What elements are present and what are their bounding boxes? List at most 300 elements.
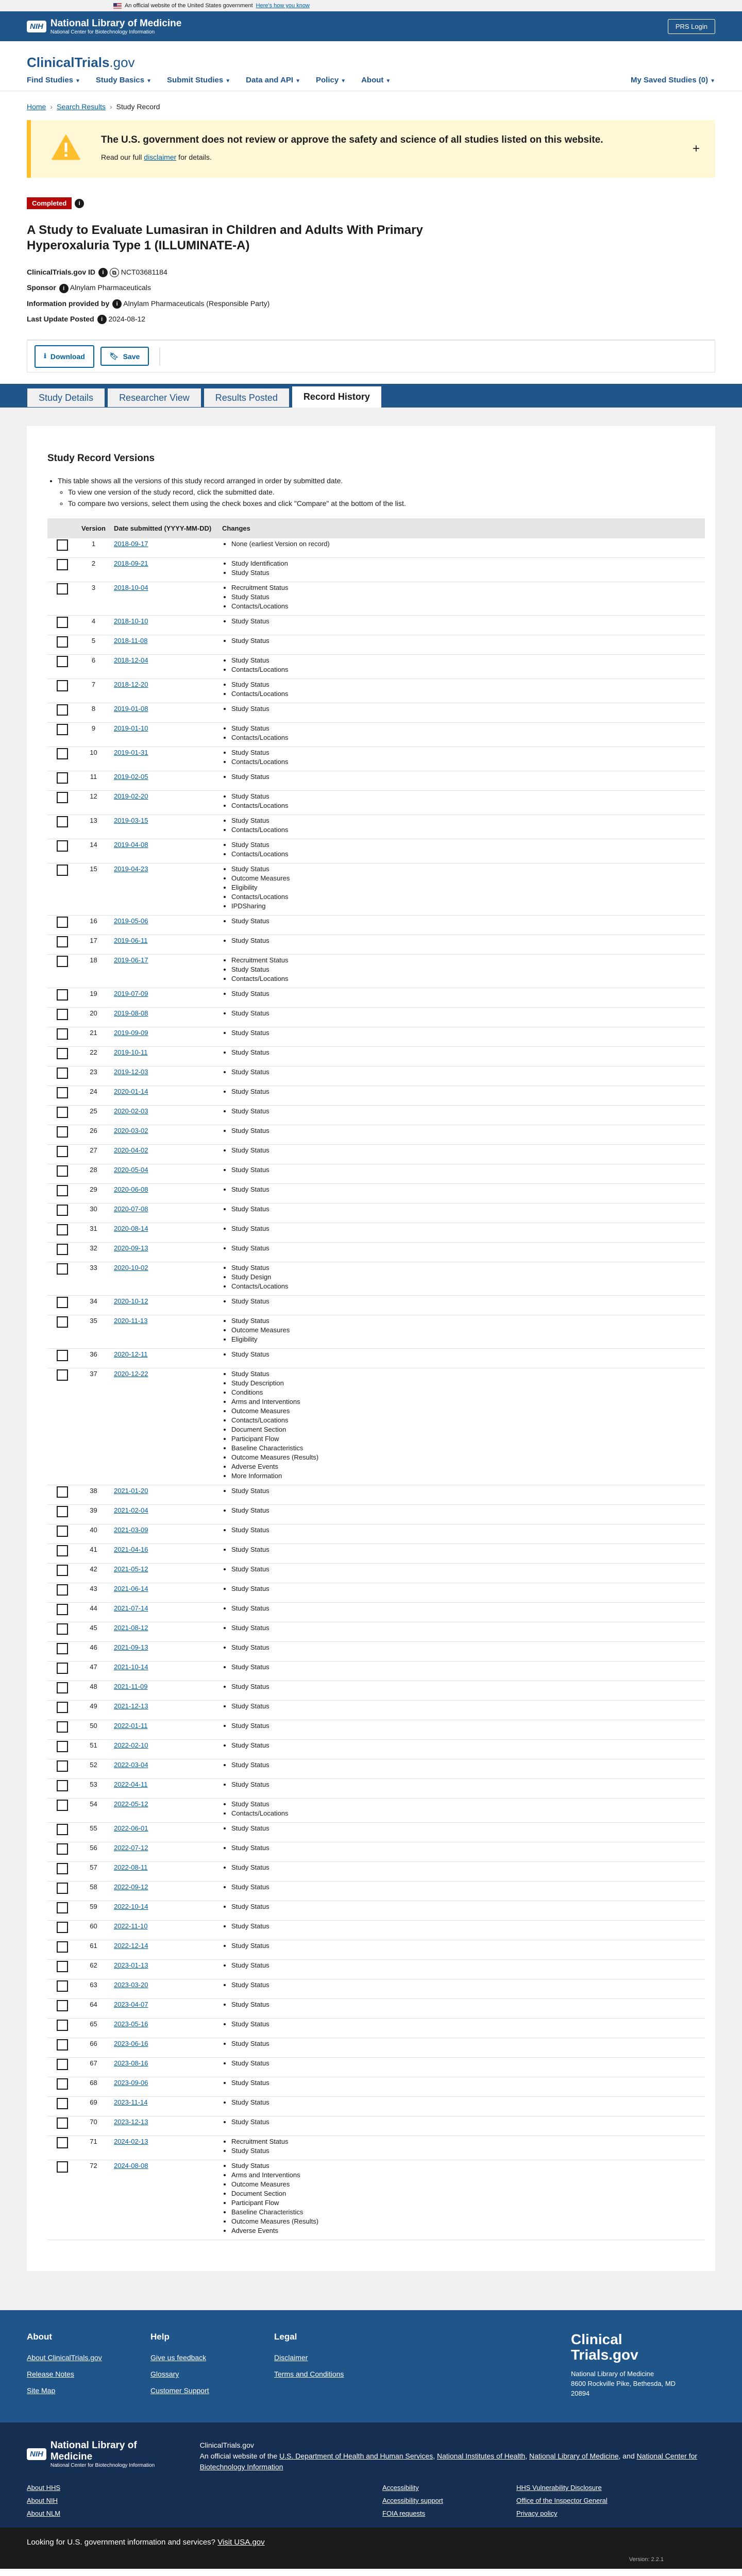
version-date-link[interactable]: 2020-05-04: [113, 1166, 148, 1174]
version-number: 61: [90, 1942, 97, 1950]
changes-list: [231, 1682, 701, 1691]
version-checkbox[interactable]: [57, 1506, 68, 1517]
version-checkbox[interactable]: [57, 1526, 68, 1537]
version-checkbox[interactable]: [57, 1009, 68, 1020]
change-item: • Study Status: [231, 840, 701, 850]
change-item: • Contacts/Locations: [231, 757, 701, 767]
change-item: • Study Status: [231, 724, 701, 733]
changes-list: [231, 1205, 701, 1214]
version-checkbox[interactable]: [57, 1107, 68, 1118]
version-date-link[interactable]: 2023-09-06: [113, 2079, 148, 2087]
changes-list: [231, 2098, 701, 2107]
my-saved-studies-link[interactable]: [631, 76, 715, 84]
change-item: • Study Status: [231, 989, 701, 998]
change-item: • Study Status: [231, 1297, 701, 1306]
version-number: 23: [90, 1068, 97, 1076]
change-item: • Study Status: [231, 1028, 701, 1038]
version-date-link[interactable]: 2018-10-10: [113, 617, 148, 625]
footer-link[interactable]: Disclaimer: [274, 2353, 308, 2362]
nav-item-study-basics[interactable]: Study Basics ▼: [95, 76, 152, 84]
table-row: [47, 1008, 705, 1027]
footer-link[interactable]: Terms and Conditions: [274, 2370, 344, 2379]
version-checkbox[interactable]: [57, 583, 68, 595]
version-checkbox[interactable]: [57, 1682, 68, 1693]
version-date-link[interactable]: 2022-09-12: [113, 1883, 148, 1891]
table-row: [47, 1047, 705, 1066]
change-item: • Study Status: [231, 2098, 701, 2107]
version-checkbox[interactable]: [57, 748, 68, 759]
change-item: • Study Description: [231, 1379, 701, 1388]
changes-list: [231, 1185, 701, 1194]
changes-list: [231, 1126, 701, 1136]
footer-help-title: Help: [150, 2332, 170, 2342]
version-date-link[interactable]: 2021-05-12: [113, 1565, 148, 1573]
version-date-link[interactable]: 2021-07-14: [113, 1604, 148, 1613]
footer-nih-logo[interactable]: NIH National Library of Medicine National Center for Biotechnology Information: [27, 2440, 164, 2468]
version-date-link[interactable]: 2020-12-22: [113, 1370, 148, 1378]
version-date-link[interactable]: 2022-03-04: [113, 1761, 148, 1769]
version-number: 33: [90, 1264, 97, 1272]
version-checkbox[interactable]: [57, 840, 68, 852]
version-checkbox[interactable]: [57, 1165, 68, 1177]
version-checkbox[interactable]: [57, 1922, 68, 1933]
version-date-link[interactable]: 2022-04-11: [113, 1781, 148, 1789]
version-number: 58: [90, 1883, 97, 1891]
footer-link[interactable]: Customer Support: [150, 2386, 209, 2395]
version-number: 40: [90, 1526, 97, 1534]
version-checkbox[interactable]: [57, 617, 68, 628]
change-item: • Conditions: [231, 1388, 701, 1397]
version-checkbox[interactable]: [57, 1126, 68, 1138]
last-update-row: Last Update Posted i 2024-08-12: [27, 315, 715, 324]
change-item: • Recruitment Status: [231, 583, 701, 592]
version-date-link[interactable]: 2023-08-16: [113, 2059, 148, 2067]
table-row: [47, 1544, 705, 1564]
version-checkbox[interactable]: [57, 1902, 68, 1913]
version-date-link[interactable]: 2019-08-08: [113, 1009, 148, 1018]
version-date-link[interactable]: 2018-12-04: [113, 656, 148, 665]
version-checkbox[interactable]: [57, 2137, 68, 2148]
version-date-link[interactable]: 2024-08-08: [113, 2162, 148, 2170]
version-date-link[interactable]: 2021-10-14: [113, 1663, 148, 1671]
prs-login-button[interactable]: PRS Login: [668, 19, 715, 34]
version-date-link[interactable]: 2022-06-01: [113, 1824, 148, 1833]
change-item: • Study Status: [231, 816, 701, 825]
version-checkbox[interactable]: [57, 1961, 68, 1972]
version-checkbox[interactable]: [57, 1028, 68, 1040]
change-item: • Study Status: [231, 1526, 701, 1535]
changes-list: [231, 1902, 701, 1911]
change-item: • Study Status: [231, 2078, 701, 2088]
changes-list: [231, 1350, 701, 1359]
version-checkbox[interactable]: [57, 1350, 68, 1361]
version-number: 49: [90, 1702, 97, 1710]
version-checkbox[interactable]: [57, 1146, 68, 1157]
version-date-link[interactable]: 2019-06-11: [113, 937, 148, 945]
version-checkbox[interactable]: [57, 704, 68, 716]
nih-logo-icon: NIH: [27, 21, 46, 32]
version-date-link[interactable]: 2021-12-13: [113, 1702, 148, 1710]
version-date-link[interactable]: 2021-01-20: [113, 1487, 148, 1495]
version-date-link[interactable]: 2019-07-09: [113, 990, 148, 998]
change-item: • Study Status: [231, 1980, 701, 1990]
table-row: [47, 2077, 705, 2097]
version-checkbox[interactable]: [57, 816, 68, 827]
change-item: • Study Status: [231, 1941, 701, 1951]
sponsor-row: Sponsor i Alnylam Pharmaceuticals: [27, 283, 715, 293]
footer-nlm-link[interactable]: FOIA requests: [382, 2510, 426, 2518]
study-id-row: ClinicalTrials.gov ID i ⧉ NCT03681184: [27, 268, 167, 277]
change-item: • Study Status: [231, 568, 701, 578]
footer-nlm-link[interactable]: Office of the Inspector General: [516, 2497, 608, 2505]
version-date-link[interactable]: 2021-03-09: [113, 1526, 148, 1534]
version-checkbox[interactable]: [57, 539, 68, 551]
version-date-link[interactable]: 2020-06-08: [113, 1185, 148, 1194]
version-date-link[interactable]: 2021-04-16: [113, 1546, 148, 1554]
table-row: [47, 1349, 705, 1368]
logo-main: ClinicalTrials: [27, 55, 110, 70]
version-date-link[interactable]: 2021-08-12: [113, 1624, 148, 1632]
footer-link[interactable]: Site Map: [27, 2386, 56, 2395]
version-checkbox[interactable]: [57, 1545, 68, 1556]
version-checkbox[interactable]: [57, 1185, 68, 1196]
table-row: [47, 582, 705, 616]
version-number: 6: [91, 656, 96, 665]
version-date-link[interactable]: 2022-02-10: [113, 1741, 148, 1750]
version-checkbox[interactable]: [57, 2039, 68, 2050]
nav-item-submit-studies[interactable]: Submit Studies ▼: [167, 76, 231, 84]
version-date-link[interactable]: 2021-09-13: [113, 1643, 148, 1652]
version-checkbox[interactable]: [57, 1643, 68, 1654]
chevron-down-icon: ▼: [341, 78, 346, 84]
warning-icon: [52, 134, 80, 160]
version-date-link[interactable]: 2023-04-07: [113, 2001, 148, 2009]
clinicaltrials-logo[interactable]: [27, 41, 715, 71]
version-number: 68: [90, 2079, 97, 2087]
version-checkbox[interactable]: [57, 1087, 68, 1098]
version-checkbox[interactable]: [57, 2098, 68, 2109]
footer-nlm-link[interactable]: About HHS: [27, 2484, 61, 2492]
version-checkbox[interactable]: [57, 656, 68, 667]
version-number: 51: [90, 1741, 97, 1750]
version-date-link[interactable]: 2019-04-08: [113, 841, 148, 849]
footer-nlm-link[interactable]: About NIH: [27, 2497, 58, 2505]
changes-list: [231, 1565, 701, 1574]
changes-list: [231, 617, 701, 626]
change-item: • Participant Flow: [231, 2198, 701, 2208]
chevron-down-icon: ▼: [385, 78, 391, 84]
disclaimer-link[interactable]: disclaimer: [144, 153, 177, 161]
version-checkbox[interactable]: [57, 2117, 68, 2129]
version-checkbox[interactable]: [57, 1623, 68, 1635]
version-checkbox[interactable]: [57, 1048, 68, 1059]
version-checkbox[interactable]: [57, 1604, 68, 1615]
version-checkbox[interactable]: [57, 989, 68, 1001]
nav-item-find-studies[interactable]: Find Studies ▼: [27, 76, 80, 84]
version-checkbox[interactable]: [57, 2020, 68, 2031]
version-checkbox[interactable]: [57, 956, 68, 967]
changes-list: [231, 989, 701, 998]
changes-list: [231, 1369, 701, 1481]
hhs-link[interactable]: U.S. Department of Health and Human Services: [279, 2452, 433, 2461]
main-nav: [27, 71, 715, 91]
version-checkbox[interactable]: [57, 1224, 68, 1235]
version-date-link[interactable]: 2020-02-03: [113, 1107, 148, 1115]
nih-link[interactable]: National Institutes of Health: [436, 2452, 526, 2461]
version-date-link[interactable]: 2020-09-13: [113, 1244, 148, 1252]
footer-nlm-link[interactable]: About NLM: [27, 2510, 61, 2518]
download-button[interactable]: ⭳ Download: [35, 345, 94, 368]
disclaimer-alert: [27, 120, 715, 178]
version-date-link[interactable]: 2019-09-09: [113, 1029, 148, 1037]
version-date-link[interactable]: 2020-12-11: [113, 1350, 148, 1359]
changes-list: [231, 1780, 701, 1789]
version-checkbox[interactable]: [57, 1565, 68, 1576]
version-checkbox[interactable]: [57, 2059, 68, 2070]
tab-results-posted[interactable]: Results Posted: [204, 388, 290, 408]
version-date-link[interactable]: 2021-02-04: [113, 1506, 148, 1515]
version-checkbox[interactable]: [57, 1369, 68, 1381]
version-checkbox[interactable]: [57, 1941, 68, 1953]
change-item: • Study Status: [231, 748, 701, 757]
footer-logo[interactable]: Clinical Trials.gov: [571, 2331, 638, 2363]
version-checkbox[interactable]: [57, 559, 68, 570]
version-date-link[interactable]: 2018-10-04: [113, 584, 148, 592]
version-date-link[interactable]: 2020-10-02: [113, 1264, 148, 1272]
info-icon[interactable]: i: [97, 315, 107, 324]
version-number: 10: [90, 749, 97, 757]
expand-alert-icon[interactable]: +: [692, 142, 700, 156]
change-item: • Contacts/Locations: [231, 892, 701, 902]
saved-label: My Saved Studies (0): [631, 76, 709, 84]
version-checkbox[interactable]: [57, 1702, 68, 1713]
nih-nlm-logo[interactable]: [27, 18, 181, 35]
version-checkbox[interactable]: [57, 936, 68, 947]
version-checkbox[interactable]: [57, 1824, 68, 1835]
version-date-link[interactable]: 2019-01-31: [113, 749, 148, 757]
version-date-link[interactable]: 2023-03-20: [113, 1981, 148, 1989]
version-checkbox[interactable]: [57, 1760, 68, 1772]
table-row: [47, 916, 705, 935]
nav-item-data-and-api[interactable]: Data and API ▼: [246, 76, 300, 84]
footer-about: [27, 2332, 150, 2403]
change-item: • Contacts/Locations: [231, 1282, 701, 1291]
tab-record-history[interactable]: Record History: [292, 386, 382, 408]
footer-nlm-link[interactable]: Accessibility: [382, 2484, 419, 2492]
version-checkbox[interactable]: [57, 2078, 68, 2090]
info-icon[interactable]: i: [75, 199, 84, 208]
version-date-link[interactable]: 2019-02-05: [113, 773, 148, 781]
version-date-link[interactable]: 2018-11-08: [113, 637, 148, 645]
table-row: [47, 1681, 705, 1701]
version-date-link[interactable]: 2020-01-14: [113, 1088, 148, 1096]
table-row: [47, 2097, 705, 2116]
version-date-link[interactable]: 2022-01-11: [113, 1722, 148, 1730]
last-update-value: 2024-08-12: [108, 314, 146, 323]
version-date-link[interactable]: 2023-05-16: [113, 2020, 148, 2028]
nav-item-policy[interactable]: Policy ▼: [316, 76, 346, 84]
version-date-link[interactable]: 2022-07-12: [113, 1844, 148, 1852]
footer-nlm-link[interactable]: HHS Vulnerability Disclosure: [516, 2484, 602, 2492]
version-date-link[interactable]: 2022-11-10: [113, 1922, 148, 1930]
version-checkbox[interactable]: [57, 1244, 68, 1255]
changes-list: [231, 1824, 701, 1833]
version-checkbox[interactable]: [57, 2000, 68, 2011]
version-checkbox[interactable]: [57, 1205, 68, 1216]
change-item: • Study Status: [231, 592, 701, 602]
version-date-link[interactable]: 2024-02-13: [113, 2138, 148, 2146]
heres-how-you-know-link[interactable]: Here's how you know: [256, 3, 310, 9]
version-date-link[interactable]: 2020-07-08: [113, 1205, 148, 1213]
change-item: • Study Status: [231, 2039, 701, 2048]
version-number: 34: [90, 1297, 97, 1306]
footer-nlm-link[interactable]: Privacy policy: [516, 2510, 558, 2518]
version-checkbox[interactable]: [57, 1980, 68, 1992]
version-checkbox[interactable]: [57, 1316, 68, 1328]
version-date-link[interactable]: 2018-09-17: [113, 540, 148, 548]
changes-list: [231, 1584, 701, 1594]
version-checkbox[interactable]: [57, 772, 68, 784]
version-number: 26: [90, 1127, 97, 1135]
version-date-link[interactable]: 2019-03-15: [113, 817, 148, 825]
study-actions: [27, 340, 715, 372]
changes-list: [231, 636, 701, 646]
version-checkbox[interactable]: [57, 1067, 68, 1079]
footer-link[interactable]: Release Notes: [27, 2370, 74, 2379]
version-number: 45: [90, 1624, 97, 1632]
table-row: [47, 1740, 705, 1759]
version-date-link[interactable]: 2019-02-20: [113, 792, 148, 801]
version-checkbox[interactable]: [57, 1663, 68, 1674]
version-checkbox[interactable]: [57, 1800, 68, 1811]
info-icon[interactable]: i: [112, 299, 122, 309]
change-item: • Study Status: [231, 636, 701, 646]
version-checkbox[interactable]: [57, 1843, 68, 1855]
version-date-link[interactable]: 2023-12-13: [113, 2118, 148, 2126]
version-date-link[interactable]: 2021-06-14: [113, 1585, 148, 1593]
version-date-link[interactable]: 2022-05-12: [113, 1800, 148, 1808]
col-version: Version: [77, 518, 110, 538]
version-checkbox[interactable]: [57, 724, 68, 735]
version-date-link[interactable]: 2023-11-14: [113, 2098, 148, 2107]
change-item: • Study Status: [231, 1146, 701, 1155]
change-item: • Study Status: [231, 1961, 701, 1970]
change-item: • Study Status: [231, 2161, 701, 2171]
changes-list: [231, 1663, 701, 1672]
version-date-link[interactable]: 2018-09-21: [113, 560, 148, 568]
version-date-link[interactable]: 2022-08-11: [113, 1863, 148, 1872]
usagov-link[interactable]: Visit USA.gov: [217, 2538, 265, 2547]
tab-study-details[interactable]: Study Details: [27, 388, 105, 408]
version-date-link[interactable]: 2020-10-12: [113, 1297, 148, 1306]
version-date-link[interactable]: 2018-12-20: [113, 681, 148, 689]
version-date-link[interactable]: 2019-12-03: [113, 1068, 148, 1076]
version-checkbox[interactable]: [57, 1721, 68, 1733]
change-item: • Study Status: [231, 1263, 701, 1273]
version-checkbox[interactable]: [57, 917, 68, 928]
changes-list: [231, 1297, 701, 1306]
version-date-link[interactable]: 2019-10-11: [113, 1048, 148, 1057]
footer-link[interactable]: About ClinicalTrials.gov: [27, 2353, 102, 2362]
nlm-link[interactable]: National Library of Medicine: [529, 2452, 619, 2461]
table-row: [47, 1979, 705, 1999]
version-checkbox[interactable]: [57, 865, 68, 876]
version-checkbox[interactable]: [57, 1486, 68, 1498]
table-row: [47, 1642, 705, 1662]
version-checkbox[interactable]: [57, 1297, 68, 1308]
copy-icon[interactable]: ⧉: [110, 268, 119, 277]
version-date-link[interactable]: 2020-03-02: [113, 1127, 148, 1135]
changes-list: [231, 748, 701, 767]
version-date-link[interactable]: 2019-05-06: [113, 917, 148, 925]
ncbi-link[interactable]: National Center for Biotechnology Information: [199, 2452, 698, 2471]
info-icon[interactable]: i: [98, 268, 108, 277]
tab-researcher-view[interactable]: Researcher View: [107, 388, 201, 408]
changes-list: [231, 1087, 701, 1096]
version-checkbox[interactable]: [57, 792, 68, 803]
version-number: 53: [90, 1781, 97, 1789]
version-checkbox[interactable]: [57, 1863, 68, 1874]
version-number: 54: [90, 1800, 97, 1808]
footer-link[interactable]: Glossary: [150, 2370, 179, 2379]
version-date-link[interactable]: 2023-06-16: [113, 2040, 148, 2048]
version-date-link[interactable]: 2022-10-14: [113, 1903, 148, 1911]
version-checkbox[interactable]: [57, 2161, 68, 2173]
version-date-link[interactable]: 2020-11-13: [113, 1317, 148, 1325]
footer-link[interactable]: Give us feedback: [150, 2353, 207, 2362]
change-item: • Adverse Events: [231, 1462, 701, 1471]
change-item: • Participant Flow: [231, 1434, 701, 1444]
nav-item-about[interactable]: About ▼: [361, 76, 391, 84]
save-button[interactable]: 🔖︎ Save: [100, 347, 149, 366]
version-checkbox[interactable]: [57, 1741, 68, 1752]
version-checkbox[interactable]: [57, 680, 68, 691]
changes-list: [231, 704, 701, 714]
changes-list: [231, 1961, 701, 1970]
nih-logo-icon: NIH: [27, 2448, 46, 2460]
info-icon[interactable]: i: [59, 284, 69, 293]
version-checkbox[interactable]: [57, 1780, 68, 1791]
footer-nlm-link[interactable]: Accessibility support: [382, 2497, 443, 2505]
breadcrumb-search-results[interactable]: Search Results: [57, 103, 106, 111]
table-row: [47, 1779, 705, 1799]
version-checkbox[interactable]: [57, 636, 68, 648]
version-checkbox[interactable]: [57, 1883, 68, 1894]
version-date-link[interactable]: 2019-04-23: [113, 865, 148, 873]
breadcrumb-home[interactable]: Home: [27, 103, 46, 111]
version-number: 37: [90, 1370, 97, 1378]
version-date-link[interactable]: 2019-06-17: [113, 956, 148, 964]
table-row: [47, 1583, 705, 1603]
version-checkbox[interactable]: [57, 1263, 68, 1275]
table-row: [47, 635, 705, 655]
version-date-link[interactable]: 2020-08-14: [113, 1225, 148, 1233]
version-date-link[interactable]: 2023-01-13: [113, 1961, 148, 1970]
version-date-link[interactable]: 2019-01-08: [113, 705, 148, 713]
version-date-link[interactable]: 2022-12-14: [113, 1942, 148, 1950]
version-date-link[interactable]: 2019-01-10: [113, 724, 148, 733]
version-number: 17: [90, 937, 97, 945]
changes-list: [231, 1316, 701, 1344]
change-item: • Study Status: [231, 1922, 701, 1931]
record-intro: [58, 476, 715, 509]
table-row: [47, 1262, 705, 1296]
change-item: • Contacts/Locations: [231, 665, 701, 674]
version-date-link[interactable]: 2021-11-09: [113, 1683, 148, 1691]
version-date-link[interactable]: 2020-04-02: [113, 1146, 148, 1155]
table-row: [47, 1125, 705, 1145]
version-checkbox[interactable]: [57, 1584, 68, 1596]
